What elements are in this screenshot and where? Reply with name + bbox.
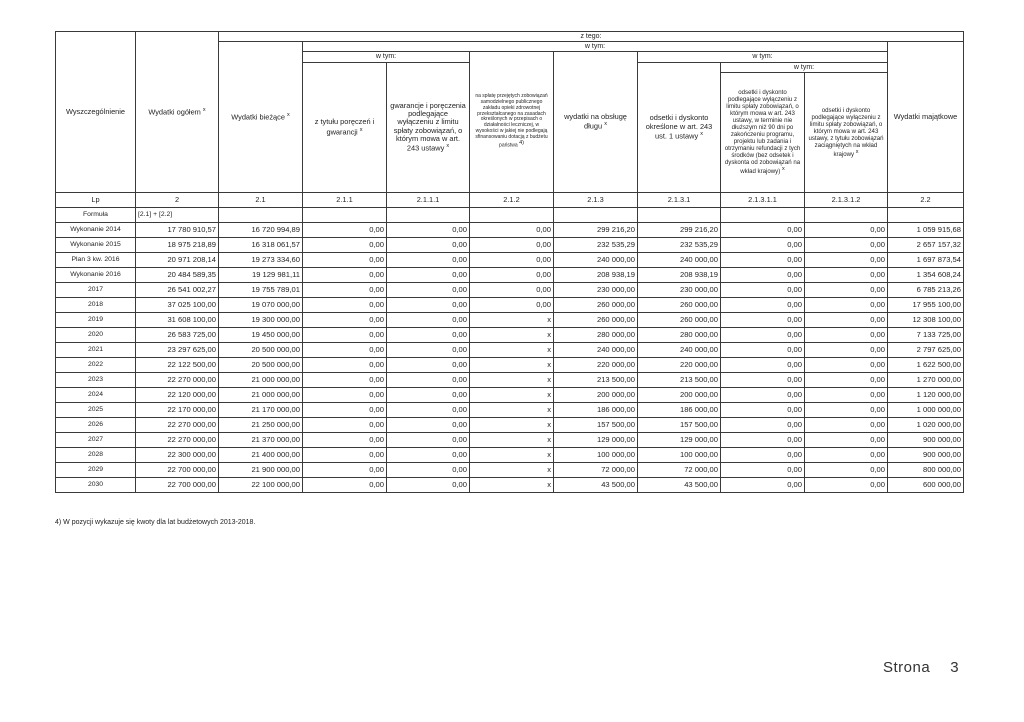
value-cell: 20 971 208,14 <box>136 253 219 268</box>
value-cell: 0,00 <box>387 403 470 418</box>
value-cell: 1 059 915,68 <box>888 223 964 238</box>
row-label: 2026 <box>56 418 136 433</box>
row-label: 2021 <box>56 343 136 358</box>
header-odsetki-art243: odsetki i dyskonto określone w art. 243 ust. 1 ustawy $^x$ <box>638 63 721 193</box>
formula-empty-cell <box>638 208 721 223</box>
value-cell: 0,00 <box>303 253 387 268</box>
formula-empty-cell <box>721 208 805 223</box>
value-cell: 0,00 <box>303 463 387 478</box>
value-cell: 0,00 <box>721 298 805 313</box>
value-cell: x <box>470 328 554 343</box>
value-cell: 0,00 <box>805 373 888 388</box>
value-cell: 220 000,00 <box>638 358 721 373</box>
formula-value: [2.1] + [2.2] <box>136 208 219 223</box>
page-number-value: 3 <box>950 659 960 676</box>
value-cell: 21 000 000,00 <box>219 373 303 388</box>
value-cell: 0,00 <box>721 238 805 253</box>
value-cell: 0,00 <box>721 268 805 283</box>
header-w-tym-poreczenia: w tym: <box>303 52 470 63</box>
value-cell: 20 500 000,00 <box>219 358 303 373</box>
value-cell: 0,00 <box>805 403 888 418</box>
value-cell: 0,00 <box>470 298 554 313</box>
table-body <box>56 223 964 493</box>
value-cell: x <box>470 403 554 418</box>
formula-label: Formuła <box>56 208 136 223</box>
table-row <box>56 433 964 448</box>
value-cell: 208 938,19 <box>638 268 721 283</box>
value-cell: 21 250 000,00 <box>219 418 303 433</box>
value-cell: 0,00 <box>721 358 805 373</box>
value-cell: 16 720 994,89 <box>219 223 303 238</box>
value-cell: 22 700 000,00 <box>136 463 219 478</box>
value-cell: 1 270 000,00 <box>888 373 964 388</box>
value-cell: 129 000,00 <box>554 433 638 448</box>
value-cell: 0,00 <box>387 463 470 478</box>
value-cell: 21 370 000,00 <box>219 433 303 448</box>
value-cell: 22 270 000,00 <box>136 373 219 388</box>
value-cell: 0,00 <box>721 403 805 418</box>
row-label: Wykonanie 2014 <box>56 223 136 238</box>
value-cell: 7 133 725,00 <box>888 328 964 343</box>
value-cell: x <box>470 388 554 403</box>
row-label: Wykonanie 2015 <box>56 238 136 253</box>
value-cell: 200 000,00 <box>554 388 638 403</box>
value-cell: 0,00 <box>387 448 470 463</box>
value-cell: x <box>470 463 554 478</box>
value-cell: 0,00 <box>805 253 888 268</box>
number-cell: Lp <box>56 193 136 208</box>
value-cell: 0,00 <box>470 253 554 268</box>
table-row <box>56 388 964 403</box>
value-cell: 800 000,00 <box>888 463 964 478</box>
header-odsetki-refundacja: odsetki i dyskonto podlegające wyłączeniu z limitu spłaty zobowiązań, o którym mowa w art. 243 ustawy, w terminie nie dłuższym niż 90 dni po zakończeniu programu, projektu lub zadania i otrzymaniu refundacji z tych środków (bez odsetek i dyskonta od zobowiązań na wkład krajowy) x <box>721 73 805 193</box>
value-cell: x <box>470 418 554 433</box>
table-row <box>56 358 964 373</box>
number-cell: 2.1.3.1 <box>638 193 721 208</box>
value-cell: 230 000,00 <box>554 283 638 298</box>
value-cell: 21 400 000,00 <box>219 448 303 463</box>
value-cell: 200 000,00 <box>638 388 721 403</box>
formula-empty-cell <box>554 208 638 223</box>
header-splata-zobowiazan: na spłatę przejętych zobowiązań samodzielnego publicznego zakładu opieki zdrowotnej przekształcanego na zasadach określonych w przepisach o działalności leczniczej, w wysokości w jakiej nie podlegają sfinansowaniu dotacją z budżetu państwa 4) <box>470 52 554 193</box>
value-cell: 0,00 <box>303 388 387 403</box>
value-cell: 21 900 000,00 <box>219 463 303 478</box>
value-cell: 900 000,00 <box>888 433 964 448</box>
value-cell: 240 000,00 <box>554 343 638 358</box>
value-cell: 0,00 <box>470 283 554 298</box>
footnote: 4) W pozycji wykazuje się kwoty dla lat budżetowych 2013-2018. <box>55 519 256 526</box>
value-cell: 0,00 <box>303 373 387 388</box>
value-cell: 0,00 <box>721 343 805 358</box>
value-cell: 19 755 789,01 <box>219 283 303 298</box>
value-cell: 0,00 <box>303 268 387 283</box>
value-cell: 0,00 <box>805 313 888 328</box>
value-cell: x <box>470 448 554 463</box>
value-cell: 0,00 <box>805 343 888 358</box>
value-cell: 0,00 <box>303 238 387 253</box>
value-cell: 186 000,00 <box>638 403 721 418</box>
value-cell: 23 297 625,00 <box>136 343 219 358</box>
row-label: 2019 <box>56 313 136 328</box>
value-cell: 19 450 000,00 <box>219 328 303 343</box>
value-cell: 22 170 000,00 <box>136 403 219 418</box>
value-cell: 0,00 <box>805 283 888 298</box>
value-cell: 0,00 <box>805 418 888 433</box>
value-cell: 230 000,00 <box>638 283 721 298</box>
value-cell: 240 000,00 <box>638 253 721 268</box>
value-cell: 0,00 <box>805 388 888 403</box>
value-cell: 20 484 589,35 <box>136 268 219 283</box>
value-cell: 22 700 000,00 <box>136 478 219 493</box>
value-cell: 0,00 <box>387 343 470 358</box>
header-gwarancje-wylaczone: gwarancje i poręczenia podlegające wyłączeniu z limitu spłaty zobowiązań, o którym mowa w art. 243 ustawy $^x$ <box>387 63 470 193</box>
page-label: Strona <box>883 659 931 676</box>
value-cell: 0,00 <box>387 268 470 283</box>
value-cell: 21 170 000,00 <box>219 403 303 418</box>
value-cell: 0,00 <box>387 313 470 328</box>
value-cell: 900 000,00 <box>888 448 964 463</box>
value-cell: 12 308 100,00 <box>888 313 964 328</box>
value-cell: 0,00 <box>721 328 805 343</box>
value-cell: 6 785 213,26 <box>888 283 964 298</box>
row-label: 2024 <box>56 388 136 403</box>
table-row <box>56 283 964 298</box>
value-cell: 0,00 <box>721 463 805 478</box>
value-cell: 0,00 <box>387 298 470 313</box>
value-cell: 260 000,00 <box>554 298 638 313</box>
value-cell: 22 122 500,00 <box>136 358 219 373</box>
value-cell: 0,00 <box>721 418 805 433</box>
value-cell: 0,00 <box>470 223 554 238</box>
row-label: 2027 <box>56 433 136 448</box>
value-cell: 72 000,00 <box>554 463 638 478</box>
value-cell: 0,00 <box>805 433 888 448</box>
value-cell: 0,00 <box>805 463 888 478</box>
value-cell: 0,00 <box>303 298 387 313</box>
table-row <box>56 418 964 433</box>
value-cell: 0,00 <box>721 373 805 388</box>
value-cell: 0,00 <box>805 448 888 463</box>
table-row <box>56 328 964 343</box>
value-cell: 0,00 <box>805 238 888 253</box>
value-cell: 0,00 <box>721 448 805 463</box>
value-cell: 43 500,00 <box>638 478 721 493</box>
value-cell: 157 500,00 <box>554 418 638 433</box>
value-cell: 0,00 <box>721 388 805 403</box>
value-cell: 0,00 <box>303 433 387 448</box>
value-cell: 19 129 981,11 <box>219 268 303 283</box>
value-cell: 280 000,00 <box>638 328 721 343</box>
formula-empty-cell <box>303 208 387 223</box>
value-cell: 22 270 000,00 <box>136 418 219 433</box>
header-wydatki-majatkowe: Wydatki majątkowe <box>888 42 964 193</box>
number-cell: 2.1 <box>219 193 303 208</box>
value-cell: 0,00 <box>721 433 805 448</box>
value-cell: 0,00 <box>805 298 888 313</box>
row-label: 2020 <box>56 328 136 343</box>
value-cell: 157 500,00 <box>638 418 721 433</box>
numbering-row <box>56 193 964 208</box>
value-cell: 37 025 100,00 <box>136 298 219 313</box>
header-wydatki-ogolem: Wydatki ogółem $^x$ <box>136 32 219 193</box>
value-cell: 1 354 608,24 <box>888 268 964 283</box>
value-cell: 0,00 <box>805 478 888 493</box>
header-w-tym-wylaczenia: w tym: <box>721 63 888 73</box>
page-number <box>883 659 959 676</box>
table-row <box>56 223 964 238</box>
value-cell: 260 000,00 <box>554 313 638 328</box>
value-cell: 600 000,00 <box>888 478 964 493</box>
value-cell: x <box>470 478 554 493</box>
table-row <box>56 343 964 358</box>
value-cell: 22 100 000,00 <box>219 478 303 493</box>
row-label: 2023 <box>56 373 136 388</box>
value-cell: x <box>470 313 554 328</box>
value-cell: 0,00 <box>303 223 387 238</box>
value-cell: 16 318 061,57 <box>219 238 303 253</box>
value-cell: 1 697 873,54 <box>888 253 964 268</box>
value-cell: 0,00 <box>387 433 470 448</box>
table-row <box>56 448 964 463</box>
value-cell: 26 541 002,27 <box>136 283 219 298</box>
value-cell: 19 273 334,60 <box>219 253 303 268</box>
value-cell: 0,00 <box>387 253 470 268</box>
value-cell: 0,00 <box>721 223 805 238</box>
value-cell: 213 500,00 <box>638 373 721 388</box>
table-row <box>56 238 964 253</box>
value-cell: 0,00 <box>303 328 387 343</box>
value-cell: 220 000,00 <box>554 358 638 373</box>
value-cell: 18 975 218,89 <box>136 238 219 253</box>
value-cell: 0,00 <box>387 238 470 253</box>
value-cell: 72 000,00 <box>638 463 721 478</box>
number-cell: 2.1.3.1.2 <box>805 193 888 208</box>
table-row <box>56 478 964 493</box>
value-cell: 0,00 <box>303 343 387 358</box>
formula-row <box>56 208 964 223</box>
value-cell: 19 070 000,00 <box>219 298 303 313</box>
value-cell: 0,00 <box>303 403 387 418</box>
table-row <box>56 268 964 283</box>
value-cell: 1 622 500,00 <box>888 358 964 373</box>
value-cell: 17 780 910,57 <box>136 223 219 238</box>
value-cell: 0,00 <box>721 478 805 493</box>
value-cell: 260 000,00 <box>638 313 721 328</box>
formula-empty-cell <box>888 208 964 223</box>
table-row <box>56 298 964 313</box>
formula-empty-cell <box>470 208 554 223</box>
header-z-tego: z tego: <box>219 32 964 42</box>
formula-empty-cell <box>387 208 470 223</box>
value-cell: 240 000,00 <box>638 343 721 358</box>
table-row <box>56 253 964 268</box>
number-cell: 2 <box>136 193 219 208</box>
table-row <box>56 313 964 328</box>
value-cell: 100 000,00 <box>554 448 638 463</box>
value-cell: 0,00 <box>303 358 387 373</box>
value-cell: 1 120 000,00 <box>888 388 964 403</box>
value-cell: 0,00 <box>387 418 470 433</box>
value-cell: 0,00 <box>387 328 470 343</box>
row-label: Plan 3 kw. 2016 <box>56 253 136 268</box>
value-cell: 1 020 000,00 <box>888 418 964 433</box>
value-cell: 0,00 <box>303 478 387 493</box>
value-cell: x <box>470 358 554 373</box>
header-w-tym: w tym: <box>303 42 888 52</box>
formula-empty-cell <box>219 208 303 223</box>
value-cell: 2 657 157,32 <box>888 238 964 253</box>
value-cell: 43 500,00 <box>554 478 638 493</box>
value-cell: 186 000,00 <box>554 403 638 418</box>
row-label: 2022 <box>56 358 136 373</box>
value-cell: x <box>470 373 554 388</box>
value-cell: 0,00 <box>805 223 888 238</box>
value-cell: 208 938,19 <box>554 268 638 283</box>
value-cell: 31 608 100,00 <box>136 313 219 328</box>
value-cell: 299 216,20 <box>554 223 638 238</box>
value-cell: 2 797 625,00 <box>888 343 964 358</box>
value-cell: 19 300 000,00 <box>219 313 303 328</box>
financial-forecast-table <box>55 31 964 493</box>
value-cell: 0,00 <box>387 478 470 493</box>
value-cell: 0,00 <box>303 283 387 298</box>
value-cell: 20 500 000,00 <box>219 343 303 358</box>
table-row <box>56 373 964 388</box>
number-cell: 2.2 <box>888 193 964 208</box>
value-cell: 0,00 <box>387 358 470 373</box>
formula-empty-cell <box>805 208 888 223</box>
value-cell: x <box>470 433 554 448</box>
value-cell: 0,00 <box>303 448 387 463</box>
value-cell: 0,00 <box>303 313 387 328</box>
row-label: 2025 <box>56 403 136 418</box>
row-label: 2017 <box>56 283 136 298</box>
value-cell: 0,00 <box>387 388 470 403</box>
value-cell: 0,00 <box>470 268 554 283</box>
header-poreczenia-gwarancje: z tytułu poręczeń i gwarancji $^x$ <box>303 63 387 193</box>
value-cell: 22 300 000,00 <box>136 448 219 463</box>
value-cell: 100 000,00 <box>638 448 721 463</box>
row-label: 2030 <box>56 478 136 493</box>
number-cell: 2.1.3.1.1 <box>721 193 805 208</box>
header-obsluga-dlugu: wydatki na obsługę długu $^x$ <box>554 52 638 193</box>
table-row <box>56 463 964 478</box>
number-cell: 2.1.3 <box>554 193 638 208</box>
value-cell: 240 000,00 <box>554 253 638 268</box>
row-label: Wykonanie 2016 <box>56 268 136 283</box>
value-cell: 26 583 725,00 <box>136 328 219 343</box>
value-cell: 260 000,00 <box>638 298 721 313</box>
header-w-tym-odsetki: w tym: <box>638 52 888 63</box>
value-cell: 0,00 <box>387 373 470 388</box>
value-cell: 1 000 000,00 <box>888 403 964 418</box>
value-cell: 17 955 100,00 <box>888 298 964 313</box>
value-cell: 22 120 000,00 <box>136 388 219 403</box>
value-cell: 0,00 <box>721 253 805 268</box>
row-label: 2029 <box>56 463 136 478</box>
value-cell: 21 000 000,00 <box>219 388 303 403</box>
value-cell: 0,00 <box>387 223 470 238</box>
row-label: 2018 <box>56 298 136 313</box>
value-cell: 0,00 <box>805 358 888 373</box>
number-cell: 2.1.1.1 <box>387 193 470 208</box>
value-cell: 232 535,29 <box>638 238 721 253</box>
number-cell: 2.1.2 <box>470 193 554 208</box>
value-cell: 129 000,00 <box>638 433 721 448</box>
value-cell: 22 270 000,00 <box>136 433 219 448</box>
value-cell: 0,00 <box>805 268 888 283</box>
value-cell: 0,00 <box>721 313 805 328</box>
value-cell: 0,00 <box>721 283 805 298</box>
value-cell: 0,00 <box>470 238 554 253</box>
header-wyszczegolnienie: Wyszczególnienie <box>56 32 136 193</box>
value-cell: 232 535,29 <box>554 238 638 253</box>
value-cell: 0,00 <box>303 418 387 433</box>
value-cell: x <box>470 343 554 358</box>
row-label: 2028 <box>56 448 136 463</box>
number-cell: 2.1.1 <box>303 193 387 208</box>
header-odsetki-wklad-krajowy: odsetki i dyskonto podlegające wyłączeniu z limitu spłaty zobowiązań, o którym mowa w art. 243 ustawy, z tytułu zobowiązań zaciągniętych na wkład krajowy x <box>805 73 888 193</box>
value-cell: 0,00 <box>387 283 470 298</box>
header-wydatki-biezace: Wydatki bieżące $^x$ <box>219 42 303 193</box>
value-cell: 299 216,20 <box>638 223 721 238</box>
value-cell: 213 500,00 <box>554 373 638 388</box>
table-row <box>56 403 964 418</box>
value-cell: 280 000,00 <box>554 328 638 343</box>
value-cell: 0,00 <box>805 328 888 343</box>
